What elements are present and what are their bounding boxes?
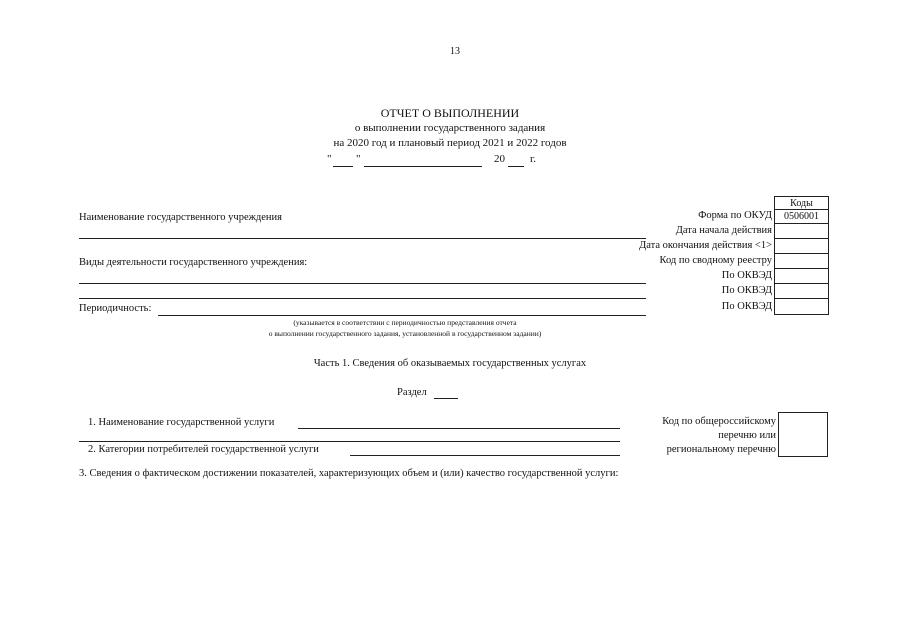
okved-label-3: По ОКВЭД [721, 301, 772, 312]
service-name-blank-1[interactable] [298, 428, 620, 429]
service-name-blank-2[interactable] [79, 441, 620, 442]
date-open-quote: " [327, 153, 332, 165]
date-year-prefix: 20 [494, 153, 505, 165]
activity-types-label: Виды деятельности государственного учреждения: [79, 257, 308, 268]
end-date-cell[interactable] [774, 238, 829, 254]
okved-cell-2[interactable] [774, 283, 829, 299]
consumer-categories-blank[interactable] [350, 455, 620, 456]
activity-types-blank-2[interactable] [79, 298, 646, 299]
end-date-label: Дата окончания действия <1> [639, 240, 772, 251]
okved-label-2: По ОКВЭД [721, 285, 772, 296]
code-list-label-2: перечню или [718, 430, 776, 441]
report-period: на 2020 год и плановый период 2021 и 2022 годов [333, 137, 567, 149]
report-title: ОТЧЕТ О ВЫПОЛНЕНИИ [380, 106, 520, 120]
section-number-blank[interactable] [434, 398, 458, 399]
code-list-label-3: региональному перечню [666, 444, 776, 455]
date-close-quote: " [356, 153, 361, 165]
indicators-heading: 3. Сведения о фактическом достижении показателей, характеризующих объем и (или) качество государственной услуги: [79, 468, 619, 479]
activity-types-blank-1[interactable] [79, 283, 646, 284]
part1-title: Часть 1. Сведения об оказываемых государственных услугах [313, 358, 587, 369]
code-list-box[interactable] [778, 412, 828, 457]
periodicity-blank[interactable] [158, 315, 646, 316]
consumer-categories-label: 2. Категории потребителей государственной услуги [88, 444, 319, 455]
date-day-blank[interactable] [333, 166, 353, 167]
date-month-blank[interactable] [364, 166, 482, 167]
report-subtitle: о выполнении государственного задания [354, 122, 546, 134]
page-number: 13 [450, 46, 460, 57]
periodicity-note-1: (указывается в соответствии с периодичностью представления отчета [293, 318, 517, 327]
service-name-label: 1. Наименование государственной услуги [88, 417, 275, 428]
start-date-cell[interactable] [774, 223, 829, 239]
okved-cell-1[interactable] [774, 268, 829, 284]
institution-name-label: Наименование государственного учреждения [79, 212, 282, 223]
okud-label: Форма по ОКУД [698, 210, 772, 221]
institution-name-blank[interactable] [79, 238, 646, 239]
okved-label-1: По ОКВЭД [721, 270, 772, 281]
code-list-label-1: Код по общероссийскому [662, 416, 776, 427]
okved-cell-3[interactable] [774, 298, 829, 315]
start-date-label: Дата начала действия [675, 225, 772, 236]
date-year-suffix: г. [530, 153, 537, 165]
registry-code-cell[interactable] [774, 253, 829, 269]
periodicity-note-2: о выполнении государственного задания, установленной в государственном задании) [268, 329, 542, 338]
periodicity-label: Периодичность: [79, 303, 152, 314]
section-label: Раздел [397, 387, 427, 398]
registry-code-label: Код по сводному реестру [659, 255, 772, 266]
date-year-blank[interactable] [508, 166, 524, 167]
okud-code-cell: 0506001 [774, 209, 829, 224]
codes-header: Коды [774, 196, 829, 210]
